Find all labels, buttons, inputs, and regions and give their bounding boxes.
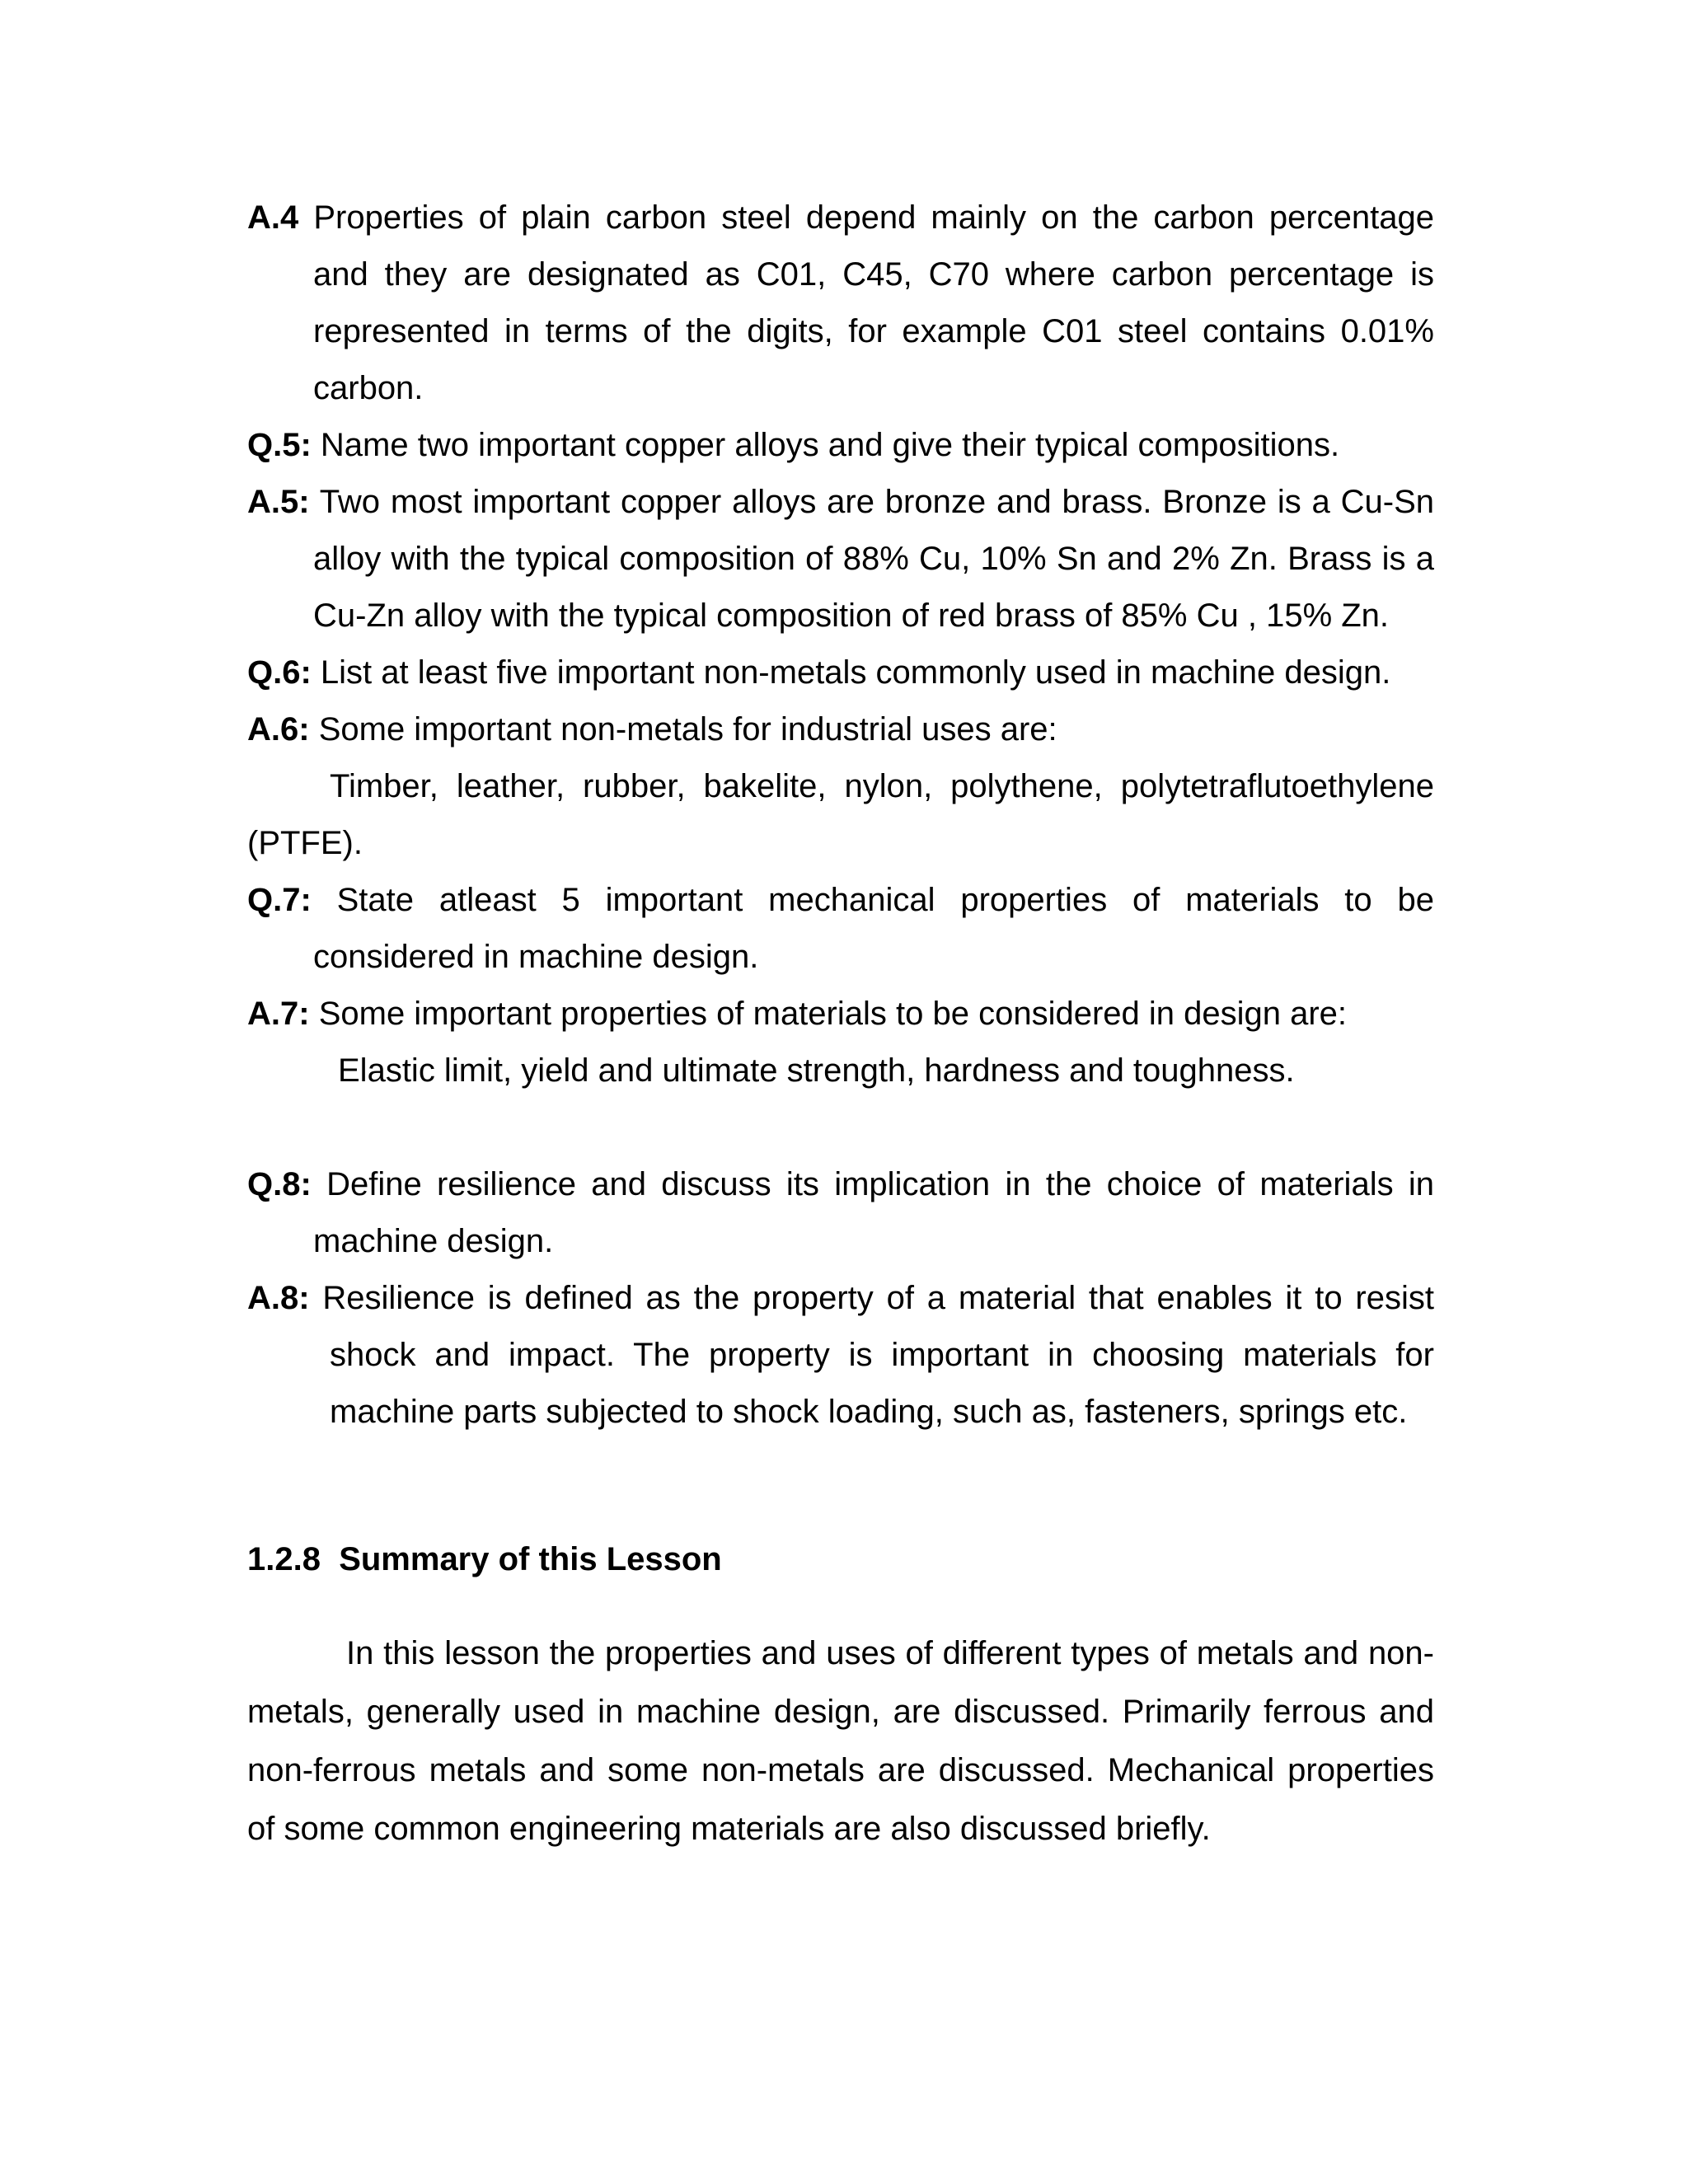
summary-paragraph: In this lesson the properties and uses of different types of metals and non-metals, generally used in machine design, are discussed. Primarily ferrous and non-ferrous metals and some non-metals are discussed. Mechanical properties of some common engineering materials are also discussed briefly. [247, 1635, 1434, 1847]
answer-a5 [247, 474, 1434, 644]
answer-a8 [247, 1270, 1434, 1441]
answer-a6-list: Timber, leather, rubber, bakelite, nylon, polythene, polytetraflutoethylene (PTFE). [247, 768, 1434, 861]
spacer [247, 1588, 1434, 1624]
answer-text: Properties of plain carbon steel depend mainly on the carbon percentage and they are designated as C01, C45, C70 where carbon percentage is represented in terms of the digits, for example C01 steel contains 0.01% carbon. [313, 199, 1434, 406]
section-heading: 1.2.8 Summary of this Lesson [247, 1541, 722, 1577]
question-q8 [247, 1156, 1434, 1270]
question-label: Q.6: [247, 654, 312, 691]
question-q7 [247, 872, 1434, 986]
question-q5 [247, 417, 1434, 474]
question-label: Q.5: [247, 427, 312, 463]
spacer [247, 1099, 1434, 1156]
question-q6 [247, 644, 1434, 701]
answer-label: A.8: [247, 1280, 310, 1316]
answer-label: A.7: [247, 996, 310, 1032]
document-page [247, 190, 1434, 1858]
question-text: State atleast 5 important mechanical properties of materials to be considered in machine design. [313, 882, 1434, 975]
answer-a7 [247, 986, 1434, 1043]
answer-text: Resilience is defined as the property of a material that enables it to resist shock and impact. The property is important in choosing materials for machine parts subjected to shock loading, such as, fasteners, springs etc. [322, 1280, 1434, 1430]
answer-label: A.6: [247, 711, 310, 748]
answer-label: A.5: [247, 484, 310, 520]
question-label: Q.7: [247, 882, 312, 918]
spacer [247, 1441, 1434, 1531]
answer-text: Two most important copper alloys are bronze and brass. Bronze is a Cu-Sn alloy with the typical composition of 88% Cu, 10% Sn and 2% Zn. Brass is a Cu-Zn alloy with the typical composition of red brass of 85% Cu , 15% Zn. [313, 484, 1434, 634]
question-text: Name two important copper alloys and give their typical compositions. [320, 427, 1340, 463]
answer-label: A.4 [247, 199, 299, 236]
question-label: Q.8: [247, 1166, 312, 1202]
answer-a4 [247, 190, 1434, 417]
question-text: List at least five important non-metals commonly used in machine design. [320, 654, 1391, 691]
question-text: Define resilience and discuss its implication in the choice of materials in machine design. [313, 1166, 1434, 1259]
answer-a6 [247, 701, 1434, 758]
answer-text: Some important non-metals for industrial uses are: [318, 711, 1057, 748]
answer-a7-list: Elastic limit, yield and ultimate strength, hardness and toughness. [338, 1052, 1295, 1089]
answer-text: Some important properties of materials to be considered in design are: [318, 996, 1348, 1032]
